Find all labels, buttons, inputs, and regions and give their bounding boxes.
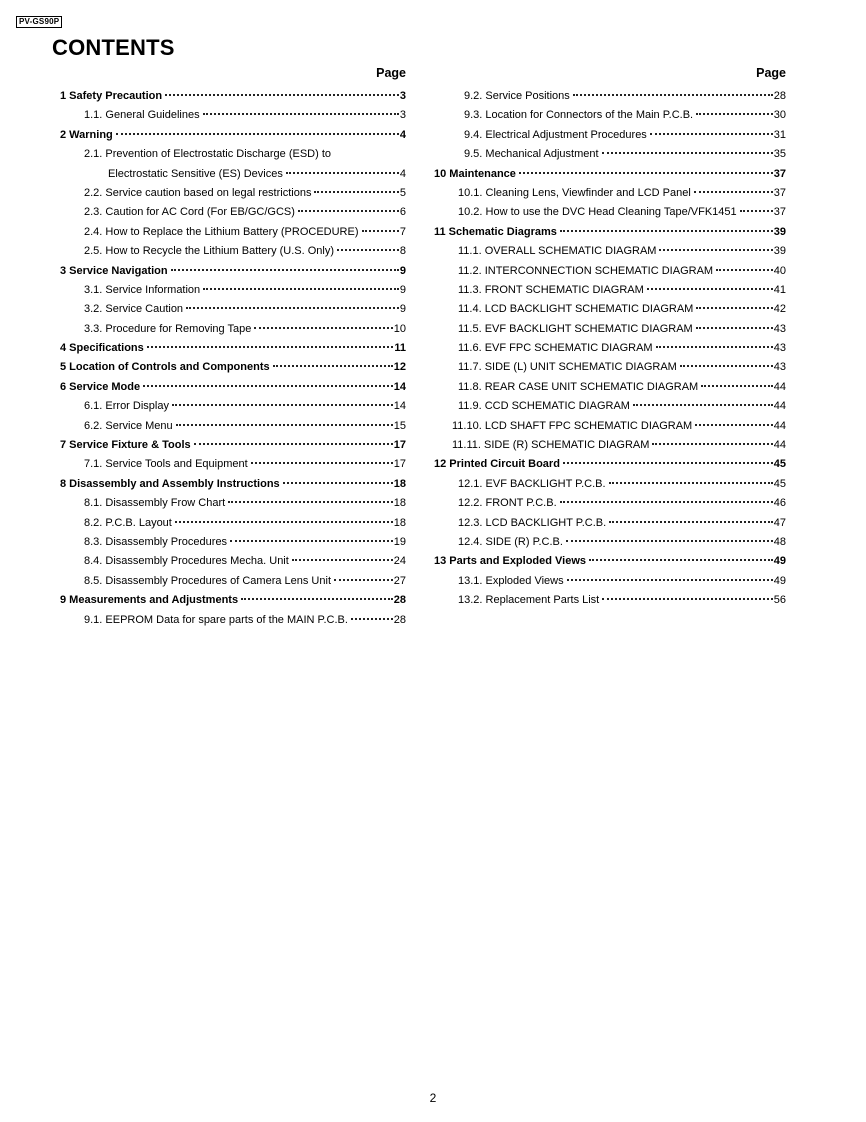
toc-entry[interactable] [60,591,406,610]
toc-entry-page: 44 [773,419,786,432]
toc-entry[interactable] [434,358,786,377]
toc-entry[interactable] [434,552,786,571]
toc-entry[interactable] [434,165,786,184]
dot-leader [175,520,393,523]
page-column-header: Page [756,66,786,80]
dot-leader [171,268,399,271]
toc-entry-label: 9.2. Service Positions [464,90,570,102]
toc-entry-page: 8 [399,245,406,258]
toc-entry-label: 2.2. Service caution based on legal restrictions [84,186,312,199]
toc-entry-page: 27 [393,574,406,587]
toc-entry[interactable] [60,320,406,339]
toc-entry[interactable] [434,417,786,436]
toc-entry[interactable] [60,455,406,474]
toc-entry-label: 13.1. Exploded Views [458,574,564,587]
toc-entry[interactable] [60,184,406,203]
toc-entry-label: 8.5. Disassembly Procedures of Camera Lens Unit [84,574,331,587]
toc-entry-page: 15 [393,419,406,432]
toc-list-left [60,87,406,630]
toc-entry[interactable] [60,145,406,164]
toc-entry-label: 3.2. Service Caution [84,303,184,316]
toc-entry-label: 9.1. EEPROM Data for spare parts of the MAIN P.C.B. [84,613,348,626]
toc-entry-label: 11.1. OVERALL SCHEMATIC DIAGRAM [458,245,657,258]
dot-leader [609,520,773,523]
toc-entry-label: 5 Location of Controls and Components [60,361,270,374]
toc-entry-label: 3.1. Service Information [84,283,201,296]
toc-entry-label: 9.4. Electrical Adjustment Procedures [464,128,647,141]
dot-leader [230,539,393,542]
toc-entry[interactable] [60,533,406,552]
dot-leader [740,209,773,212]
toc-entry[interactable] [434,378,786,397]
toc-entry-label: 10.2. How to use the DVC Head Cleaning Tape/VFK1451 [458,206,737,219]
dot-leader [560,229,773,232]
toc-entry-label: 13.2. Replacement Parts List [458,594,600,607]
toc-entry-label: 1 Safety Precaution [60,90,163,102]
toc-entry[interactable] [434,339,786,358]
toc-entry-page: 28 [393,613,406,626]
toc-entry[interactable] [60,475,406,494]
toc-entry-page: 43 [773,361,786,374]
page-title: CONTENTS [52,35,175,60]
toc-entry-page: 39 [773,225,786,238]
dot-leader [251,461,393,464]
toc-entry-page: 45 [773,477,786,490]
toc-entry[interactable] [434,455,786,474]
toc-entry[interactable] [434,572,786,591]
toc-entry[interactable] [60,203,406,222]
dot-leader [298,209,399,212]
toc-entry-label: 3 Service Navigation [60,264,168,277]
toc-entry[interactable] [434,397,786,416]
toc-entry-label: 1.1. General Guidelines [84,109,200,122]
dot-leader [573,93,773,96]
page-number: 2 [429,1091,437,1105]
dot-leader [656,345,773,348]
dot-leader [695,423,773,426]
toc-entry-label: 2.1. Prevention of Electrostatic Discharge (ESD) to [84,148,331,161]
toc-entry[interactable] [434,223,786,242]
toc-entry[interactable] [60,611,406,630]
toc-entry-label: 11.4. LCD BACKLIGHT SCHEMATIC DIAGRAM [458,303,694,316]
dot-leader [203,112,399,115]
toc-entry[interactable] [434,436,786,455]
toc-entry[interactable] [434,203,786,222]
toc-entry-label: Electrostatic Sensitive (ES) Devices [108,167,283,180]
toc-entry-label: 11.6. EVF FPC SCHEMATIC DIAGRAM [458,342,653,355]
toc-entry[interactable] [434,184,786,203]
toc-entry[interactable] [60,358,406,377]
toc-entry-page: 30 [773,109,786,122]
toc-entry[interactable] [434,494,786,513]
toc-entry[interactable] [60,165,406,184]
dot-leader [143,384,393,387]
toc-entry-label: 11.5. EVF BACKLIGHT SCHEMATIC DIAGRAM [458,322,693,335]
dot-leader [194,442,393,445]
toc-entry[interactable] [434,87,786,106]
toc-entry-label: 6 Service Mode [60,380,141,393]
toc-entry[interactable] [60,572,406,591]
dot-leader [241,597,393,600]
toc-list-right [434,87,786,611]
toc-entry[interactable] [434,591,786,610]
dot-leader [652,442,772,445]
toc-entry-page: 43 [773,322,786,335]
toc-entry-label: 12.2. FRONT P.C.B. [458,497,557,510]
dot-leader [334,578,393,581]
dot-leader [633,403,773,406]
toc-entry-page: 4 [399,167,406,180]
toc-entry-label: 10 Maintenance [434,167,516,180]
dot-leader [186,306,399,309]
toc-entry-page: 19 [393,535,406,548]
toc-entry-page: 18 [393,516,406,529]
dot-leader [696,306,772,309]
toc-entry-label: 8.2. P.C.B. Layout [84,516,172,529]
toc-column-right [434,65,786,611]
toc-entry[interactable] [434,514,786,533]
toc-entry-label: 7 Service Fixture & Tools [60,439,191,452]
toc-entry[interactable] [434,300,786,319]
dot-leader [362,229,399,232]
toc-entry-label: 8.3. Disassembly Procedures [84,535,228,548]
dot-leader [283,481,393,484]
toc-entry-page: 4 [399,128,406,141]
toc-entry[interactable] [60,417,406,436]
toc-entry-label: 8 Disassembly and Assembly Instructions [60,477,280,490]
toc-entry-page: 44 [773,400,786,413]
dot-leader [650,132,773,135]
toc-entry-page: 44 [773,380,786,393]
dot-leader [147,345,394,348]
toc-entry-page: 17 [393,458,406,471]
toc-entry[interactable] [60,494,406,513]
toc-entry-label: 9 Measurements and Adjustments [60,594,239,607]
dot-leader [314,190,398,193]
dot-leader [165,93,399,96]
dot-leader [172,403,393,406]
dot-leader [567,578,773,581]
dot-leader [701,384,773,387]
dot-leader [203,287,399,290]
toc-entry-page: 28 [393,594,406,607]
dot-leader [228,500,393,503]
toc-entry-label: 11.11. SIDE (R) SCHEMATIC DIAGRAM [452,439,650,452]
toc-entry-label: 11 Schematic Diagrams [434,225,557,238]
toc-entry-page: 5 [399,186,406,199]
toc-entry-label: 12 Printed Circuit Board [434,458,560,471]
dot-leader [696,326,773,329]
dot-leader [273,364,393,367]
dot-leader [351,617,393,620]
dot-leader [286,171,399,174]
toc-entry-page: 7 [399,225,406,238]
toc-entry-label: 10.1. Cleaning Lens, Viewfinder and LCD Panel [458,186,691,199]
dot-leader [337,248,399,251]
toc-entry-page: 46 [773,497,786,510]
model-tag: PV-GS90P [16,16,62,28]
toc-entry-page: 40 [773,264,786,277]
toc-entry-page: 17 [393,439,406,452]
toc-entry-page: 37 [773,186,786,199]
toc-entry-page: 47 [773,516,786,529]
toc-entry-page: 37 [773,206,786,219]
toc-entry-label: 11.3. FRONT SCHEMATIC DIAGRAM [458,283,644,296]
toc-entry-page: 18 [393,497,406,510]
toc-entry[interactable] [60,106,406,125]
toc-entry-label: 2.5. How to Recycle the Lithium Battery (U.S. Only) [84,245,335,258]
dot-leader [680,364,773,367]
toc-entry-label: 12.3. LCD BACKLIGHT P.C.B. [458,516,607,529]
toc-entry-label: 11.8. REAR CASE UNIT SCHEMATIC DIAGRAM [458,380,699,393]
toc-entry[interactable] [434,533,786,552]
toc-entry-page: 35 [773,148,786,161]
toc-entry-label: 6.2. Service Menu [84,419,173,432]
toc-entry[interactable] [60,262,406,281]
toc-entry-page: 42 [773,303,786,316]
toc-entry-page: 9 [399,264,406,277]
toc-entry[interactable] [60,378,406,397]
toc-entry-label: 11.10. LCD SHAFT FPC SCHEMATIC DIAGRAM [452,419,693,432]
toc-entry-label: 4 Specifications [60,342,144,355]
dot-leader [602,597,773,600]
toc-entry-label: 7.1. Service Tools and Equipment [84,458,248,471]
dot-leader [694,190,773,193]
toc-entry[interactable] [434,475,786,494]
toc-entry-label: 11.2. INTERCONNECTION SCHEMATIC DIAGRAM [458,264,714,277]
toc-entry[interactable] [434,106,786,125]
toc-entry-page: 6 [399,206,406,219]
dot-leader [659,248,772,251]
toc-entry[interactable] [60,87,406,106]
dot-leader [647,287,773,290]
toc-entry-label: 2.3. Caution for AC Cord (For EB/GC/GCS) [84,206,295,219]
toc-entry-page: 9 [399,283,406,296]
toc-entry[interactable] [60,397,406,416]
toc-entry-page: 37 [773,167,786,180]
toc-entry-page: 56 [773,594,786,607]
toc-entry[interactable] [60,552,406,571]
dot-leader [716,268,773,271]
dot-leader [116,132,399,135]
toc-entry-page: 45 [773,458,786,471]
toc-entry-label: 11.7. SIDE (L) UNIT SCHEMATIC DIAGRAM [458,361,677,374]
page-column-header: Page [376,66,406,80]
toc-entry[interactable] [434,242,786,261]
toc-entry-label: 8.1. Disassembly Frow Chart [84,497,226,510]
dot-leader [519,171,773,174]
toc-entry[interactable] [60,339,406,358]
toc-entry-label: 3.3. Procedure for Removing Tape [84,322,252,335]
toc-entry-page: 3 [399,90,406,102]
toc-entry-page: 48 [773,535,786,548]
toc-entry-page: 9 [399,303,406,316]
toc-entry[interactable] [434,281,786,300]
toc-entry[interactable] [60,223,406,242]
toc-entry[interactable] [60,436,406,455]
toc-entry-label: 12.4. SIDE (R) P.C.B. [458,535,563,548]
toc-entry-page: 14 [393,380,406,393]
toc-entry-page: 24 [393,555,406,568]
toc-entry-label: 9.3. Location for Connectors of the Main P.C.B. [464,109,694,122]
toc-entry-label: 13 Parts and Exploded Views [434,555,587,568]
toc-entry-label: 11.9. CCD SCHEMATIC DIAGRAM [458,400,630,413]
dot-leader [292,558,393,561]
toc-entry-page: 49 [773,555,786,568]
toc-entry-page: 10 [393,322,406,335]
toc-entry-label: 9.5. Mechanical Adjustment [464,148,599,161]
toc-entry[interactable] [60,126,406,145]
toc-entry[interactable] [60,300,406,319]
toc-entry-page: 11 [394,342,406,355]
toc-entry-label: 8.4. Disassembly Procedures Mecha. Unit [84,555,289,568]
toc-entry-page: 14 [393,400,406,413]
dot-leader [589,558,773,561]
dot-leader [176,423,393,426]
dot-leader [254,326,392,329]
toc-entry-label: 12.1. EVF BACKLIGHT P.C.B. [458,477,606,490]
toc-entry-page: 41 [773,283,786,296]
toc-entry-label: 2 Warning [60,128,113,141]
toc-entry[interactable] [434,320,786,339]
toc-entry-page: 49 [773,574,786,587]
toc-entry-page: 12 [393,361,406,374]
toc-entry-page: 18 [393,477,406,490]
toc-entry-page: 39 [773,245,786,258]
toc-entry[interactable] [434,145,786,164]
toc-entry-label: 2.4. How to Replace the Lithium Battery (PROCEDURE) [84,225,359,238]
toc-entry-page: 43 [773,342,786,355]
toc-entry-label: 6.1. Error Display [84,400,169,413]
toc-entry[interactable] [434,126,786,145]
toc-entry-page: 28 [773,90,786,102]
toc-entry[interactable] [60,242,406,261]
dot-leader [563,461,773,464]
dot-leader [560,500,773,503]
dot-leader [696,112,773,115]
toc-entry[interactable] [434,262,786,281]
toc-entry[interactable] [60,514,406,533]
toc-column-left [60,65,406,630]
toc-entry-page: 31 [773,128,786,141]
toc-entry[interactable] [60,281,406,300]
toc-entry-page: 44 [773,439,786,452]
dot-leader [566,539,773,542]
dot-leader [609,481,773,484]
dot-leader [602,151,773,154]
toc-entry-page: 3 [399,109,406,122]
